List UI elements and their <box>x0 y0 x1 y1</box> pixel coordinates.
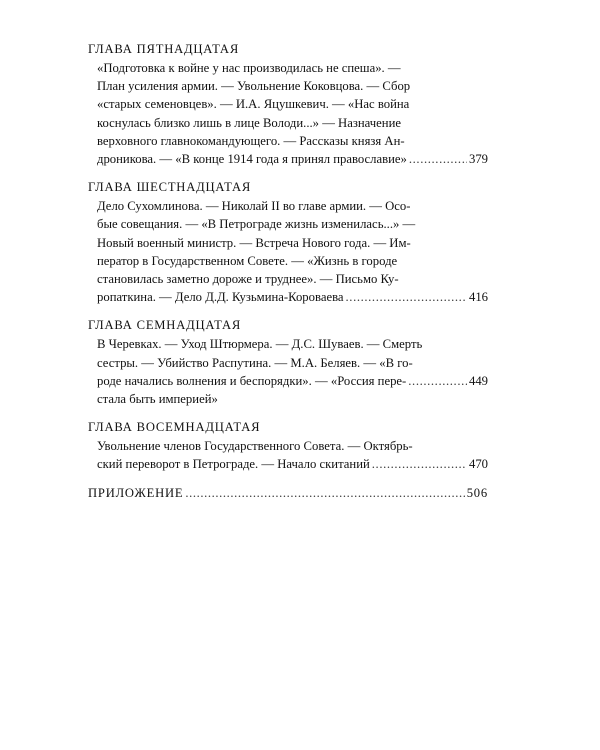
dot-leader <box>185 484 464 503</box>
table-of-contents <box>88 40 488 503</box>
page-number: 449 <box>468 373 488 388</box>
summary-dotted-line <box>97 372 488 390</box>
summary-last-line <box>97 455 488 473</box>
chapter-title: ГЛАВА ШЕСТНАДЦАТАЯ <box>88 180 252 195</box>
dot-leader <box>372 455 467 473</box>
summary-last-line <box>97 150 488 168</box>
summary-line: ператор в Государственном Совете. — «Жизнь в городе <box>97 253 398 268</box>
appendix-title: ПРИЛОЖЕНИЕ <box>88 485 184 500</box>
page-number: 470 <box>468 457 488 472</box>
summary-line: ропаткина. — Дело Д.Д. Кузьмина-Короваева <box>97 290 344 305</box>
summary-line: бые совещания. — «В Петрограде жизнь изменилась...» — <box>97 217 416 232</box>
chapter-summary <box>88 59 488 168</box>
summary-line: коснулась близко лишь в лице Володи...» — Назначение <box>97 115 401 130</box>
chapter-summary <box>88 197 488 306</box>
page-number: 416 <box>468 290 488 305</box>
summary-line: ский переворот в Петрограде. — Начало скитаний <box>97 457 370 472</box>
chapter-title: ГЛАВА СЕМНАДЦАТАЯ <box>88 318 242 333</box>
summary-line: становилась заметно дороже и труднее». — Письмо Ку- <box>97 272 399 287</box>
page-number: 506 <box>466 485 488 500</box>
summary-line: План усиления армии. — Увольнение Коковцова. — Сбор <box>97 79 411 94</box>
dot-leader <box>346 288 467 306</box>
summary-line: дроникова. — «В конце 1914 года я принял православие» <box>97 152 407 167</box>
summary-line: сестры. — Убийство Распутина. — М.А. Беляев. — «В го- <box>97 355 413 370</box>
summary-line: роде начались волнения и беспорядки». — «Россия пере- <box>97 373 407 388</box>
toc-chapter-16 <box>88 178 488 306</box>
toc-appendix <box>88 484 488 503</box>
toc-chapter-17 <box>88 316 488 408</box>
summary-line: Дело Сухомлинова. — Николай II во главе армии. — Осо- <box>97 199 411 214</box>
summary-line: «Подготовка к войне у нас производилась не спеша». — <box>97 61 401 75</box>
summary-line: Новый военный министр. — Встреча Нового года. — Им- <box>97 235 411 250</box>
summary-line: стала быть империей» <box>97 392 218 407</box>
summary-line: верховного главнокомандующего. — Рассказы князя Ан- <box>97 133 405 148</box>
summary-line: «старых семеновцев». — И.А. Яцушкевич. — «Нас война <box>97 97 410 112</box>
summary-line: В Черевках. — Уход Штюрмера. — Д.С. Шуваев. — Смерть <box>97 337 423 352</box>
toc-chapter-15 <box>88 40 488 168</box>
summary-line: Увольнение членов Государственного Совета. — Октябрь- <box>97 439 413 454</box>
dot-leader <box>408 372 467 390</box>
chapter-summary <box>88 335 488 408</box>
summary-last-line <box>97 288 488 306</box>
chapter-title: ГЛАВА ВОСЕМНАДЦАТАЯ <box>88 420 261 435</box>
toc-chapter-18 <box>88 418 488 473</box>
dot-leader <box>409 150 467 168</box>
chapter-title: ГЛАВА ПЯТНАДЦАТАЯ <box>88 42 240 56</box>
chapter-summary <box>88 437 488 473</box>
page-number: 379 <box>468 152 488 167</box>
